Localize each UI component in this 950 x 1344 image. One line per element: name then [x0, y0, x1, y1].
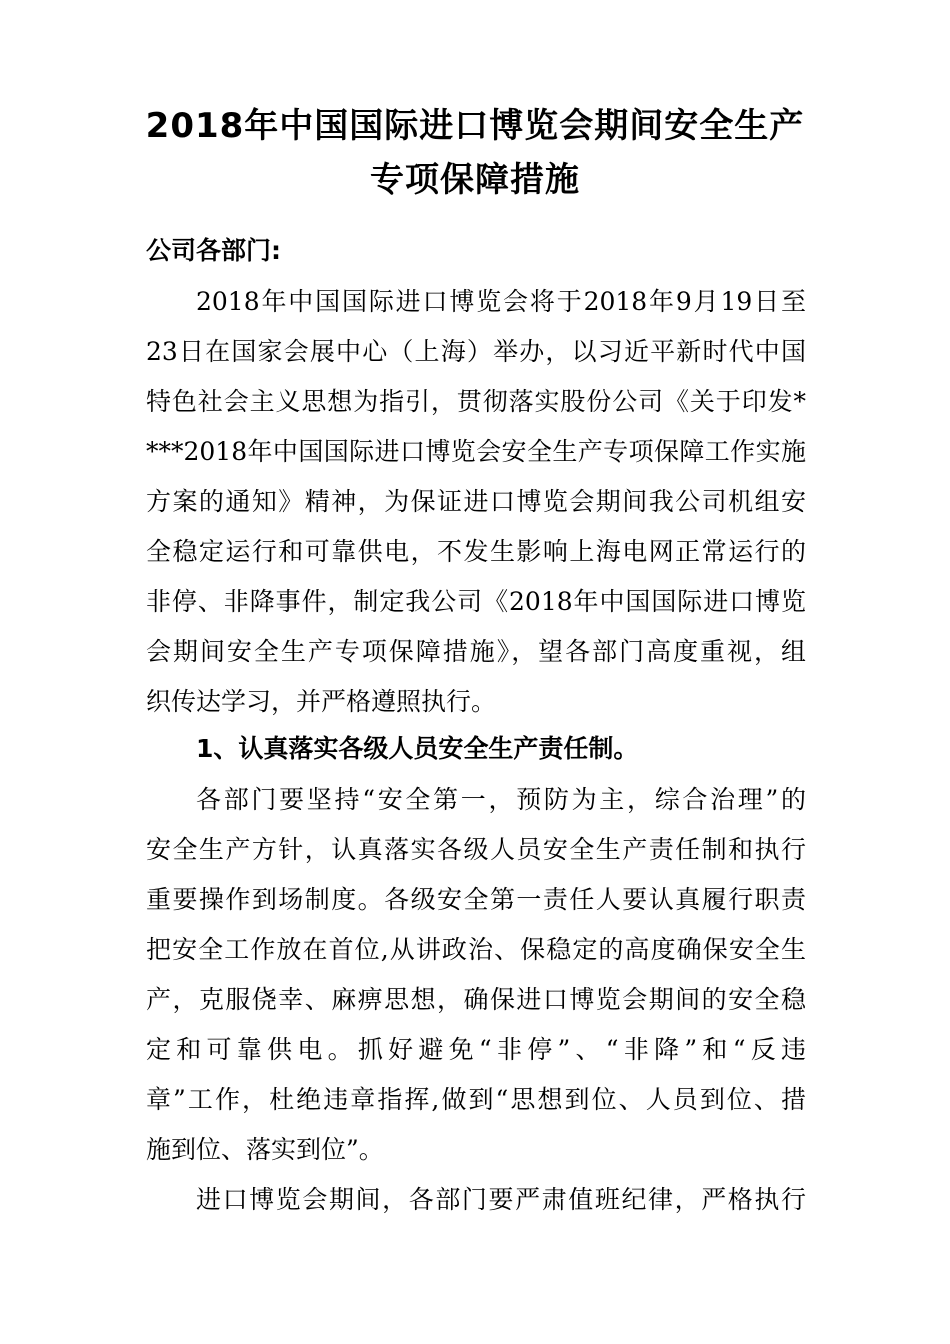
salutation: 公司各部门:: [146, 236, 281, 265]
paragraph-1-line-2: 23日在国家会展中心（上海）举办，以习近平新时代中国: [146, 337, 806, 366]
paragraph-2-line-5: 产，克服侥幸、麻痹思想，确保进口博览会期间的安全稳: [146, 985, 806, 1014]
paragraph-2-line-7: 章”工作，杜绝违章指挥,做到“思想到位、人员到位、措: [146, 1085, 806, 1114]
paragraph-1-line-6: 全稳定运行和可靠供电，不发生影响上海电网正常运行的: [146, 537, 806, 566]
document-title-line-2: 专项保障措施: [370, 160, 580, 200]
paragraph-2-line-2: 安全生产方针，认真落实各级人员安全生产责任制和执行: [146, 835, 806, 864]
paragraph-3-line-1: 进口博览会期间，各部门要严肃值班纪律，严格执行: [196, 1185, 806, 1214]
paragraph-1-line-8: 会期间安全生产专项保障措施》，望各部门高度重视，组: [146, 637, 806, 666]
paragraph-2-line-6: 定和可靠供电。抓好避免“非停”、“非降”和“反违: [146, 1035, 806, 1064]
paragraph-1-line-7: 非停、非降事件，制定我公司《2018年中国国际进口博览: [146, 587, 806, 616]
paragraph-1-line-9: 织传达学习，并严格遵照执行。: [146, 687, 497, 716]
paragraph-2-line-4: 把安全工作放在首位,从讲政治、保稳定的高度确保安全生: [146, 935, 806, 964]
paragraph-1-line-5: 方案的通知》精神，为保证进口博览会期间我公司机组安: [146, 487, 806, 516]
paragraph-1-line-3: 特色社会主义思想为指引，贯彻落实股份公司《关于印发*: [146, 387, 806, 416]
document-title-line-1: 2018年中国国际进口博览会期间安全生产: [145, 106, 805, 146]
paragraph-2-line-3: 重要操作到场制度。各级安全第一责任人要认真履行职责: [146, 885, 806, 914]
paragraph-2-line-8: 施到位、落实到位”。: [146, 1135, 384, 1164]
section-1-heading: 1、认真落实各级人员安全生产责任制。: [196, 734, 639, 763]
paragraph-1-line-4: ***2018年中国国际进口博览会安全生产专项保障工作实施: [146, 437, 806, 466]
paragraph-1-line-1: 2018年中国国际进口博览会将于2018年9月19日至: [196, 287, 806, 316]
paragraph-2-line-1: 各部门要坚持“安全第一，预防为主，综合治理”的: [196, 785, 806, 814]
